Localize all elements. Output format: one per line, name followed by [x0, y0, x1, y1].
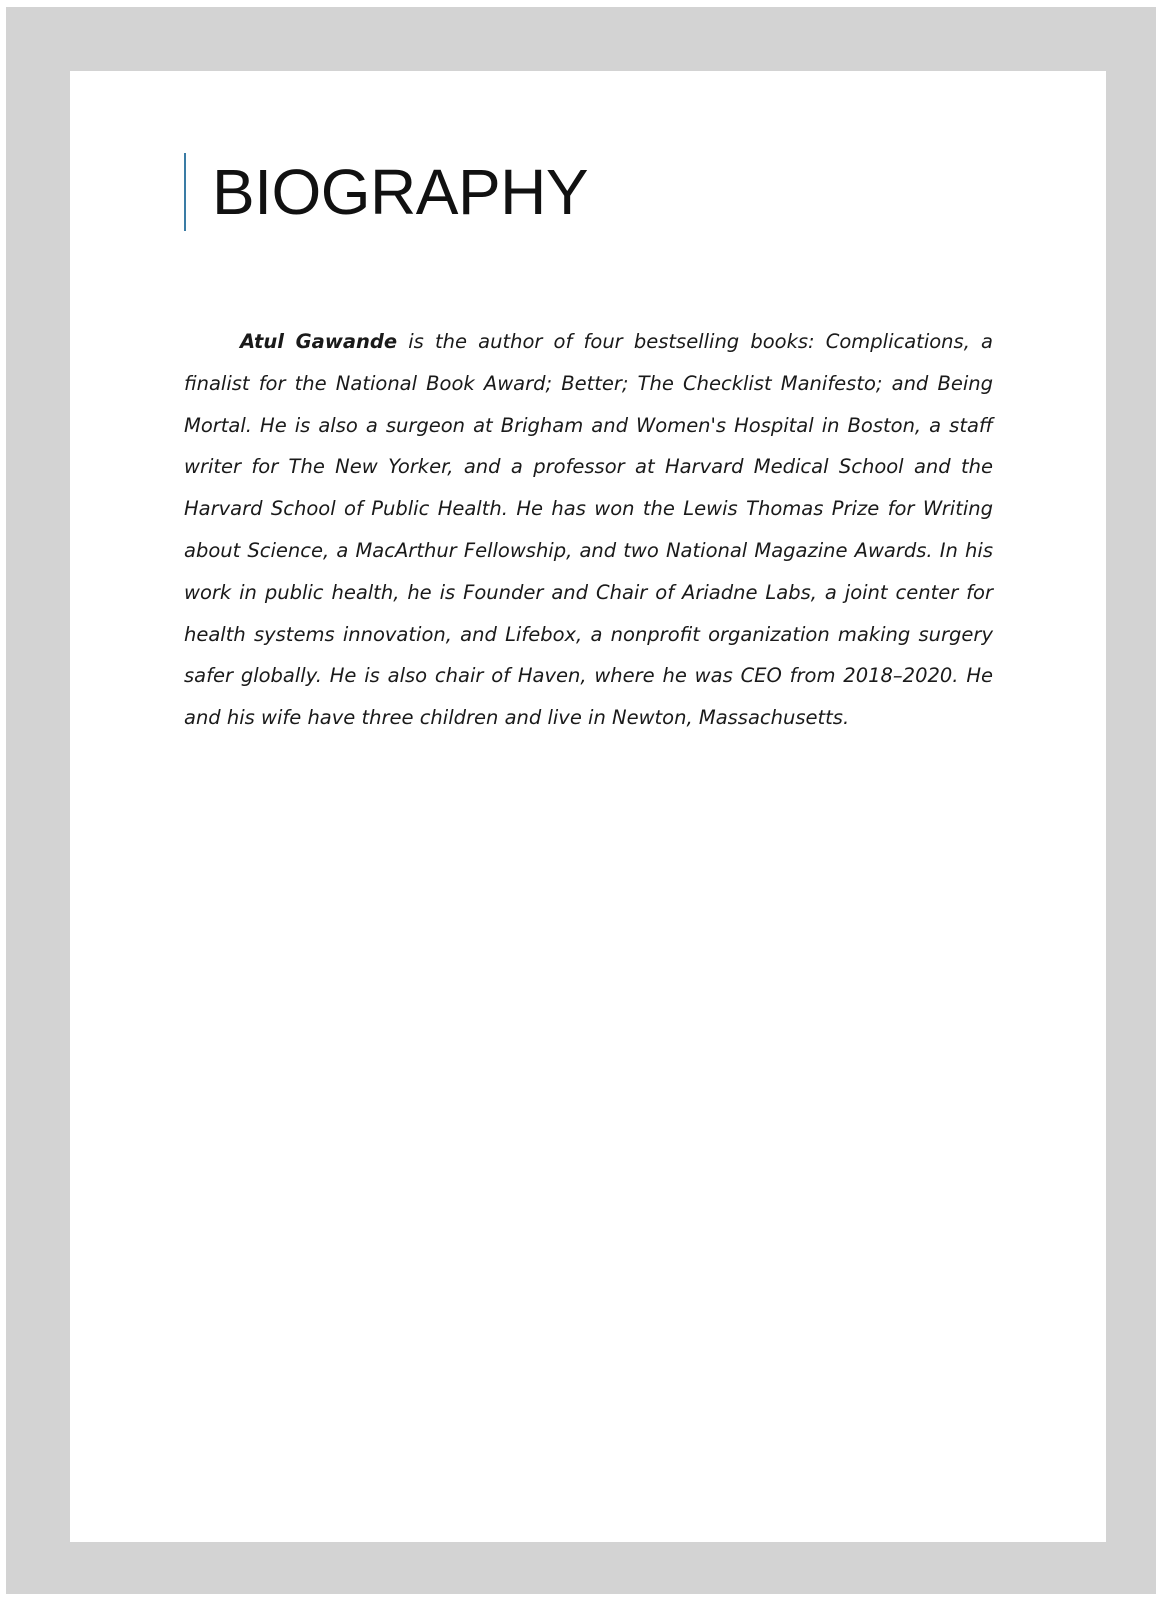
biography-paragraph — [184, 321, 993, 739]
document-page — [70, 71, 1106, 1542]
biography-text: is the author of four bestselling books: Complications, a finalist for the National Book Award; Better; The Checklist Manifesto; and Being Mortal. He is also a surgeon at Brigham and Women's Hospital in Boston, a staff writer for The New Yorker, and a professor at Harvard Medical School and the Harvard School of Public Health. He has won the Lewis Thomas Prize for Writing about Science, a MacArthur Fellowship, and two National Magazine Awards. In his work in public health, he is Founder and Chair of Ariadne Labs, a joint center for health systems innovation, and Lifebox, a nonprofit organization making surgery safer globally. He is also chair of Haven, where he was CEO from 2018–2020. He and his wife have three children and live in Newton, Massachusetts. — [184, 330, 994, 730]
heading-block — [184, 153, 588, 231]
page-border-frame — [6, 7, 1156, 1594]
author-name: Atul Gawande — [240, 330, 398, 353]
page-title: BIOGRAPHY — [212, 156, 589, 228]
